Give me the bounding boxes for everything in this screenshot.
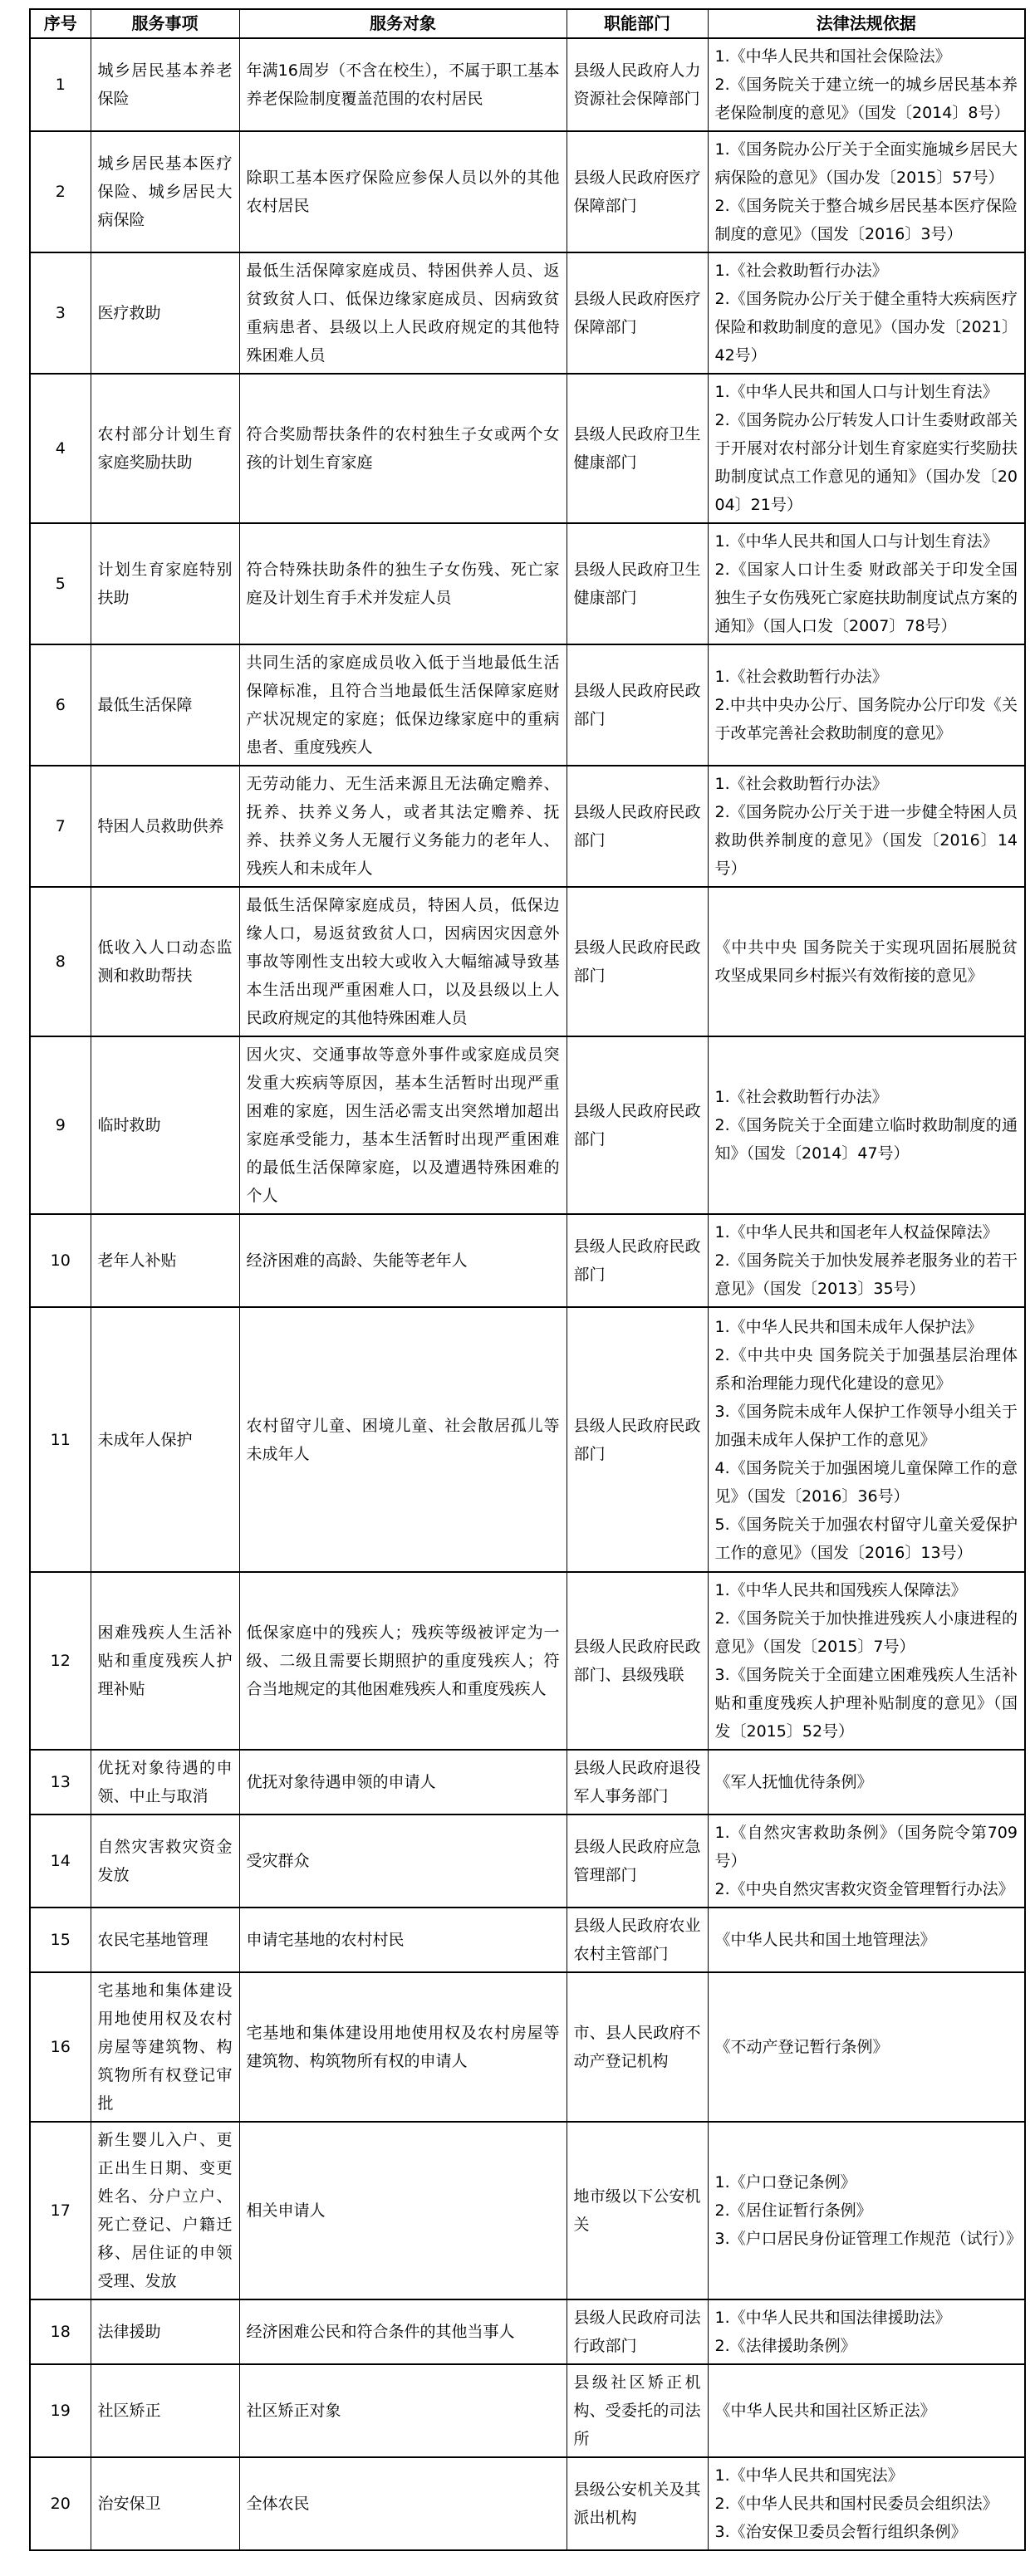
legal-entry: 《中华人民共和国社区矫正法》 (714, 2402, 936, 2420)
legal-entry: 3.《治安保卫委员会暂行组织条例》 (714, 2523, 967, 2541)
legal-entry: 1.《中华人民共和国社会保险法》 (714, 47, 951, 66)
cell-no: 13 (30, 1750, 91, 1814)
table-row (30, 374, 1025, 523)
cell-service-item: 医疗救助 (91, 252, 239, 374)
cell-no: 20 (30, 2457, 91, 2550)
cell-department: 县级社区矫正机构、受委托的司法所 (567, 2364, 708, 2457)
table-row (30, 1972, 1025, 2122)
legal-entry: 《中共中央 国务院关于实现巩固拓展脱贫攻坚成果同乡村振兴有效衔接的意见》 (714, 938, 1018, 985)
legal-entry: 1.《社会救助暂行办法》 (714, 775, 888, 793)
legal-entry: 1.《社会救助暂行办法》 (714, 1088, 888, 1106)
legal-entry: 2.《国务院关于建立统一的城乡居民基本养老保险制度的意见》（国发〔2014〕8号） (714, 76, 1018, 122)
cell-service-item: 城乡居民基本医疗保险、城乡居民大病保险 (91, 131, 239, 252)
cell-service-item: 法律援助 (91, 2299, 239, 2364)
legal-entry: 1.《自然灾害救助条例》（国务院令第709号） (714, 1824, 1018, 1870)
cell-department: 县级人民政府民政部门 (567, 766, 708, 887)
legal-entry: 1.《中华人民共和国法律援助法》 (714, 2309, 951, 2327)
cell-no: 17 (30, 2122, 91, 2299)
cell-department: 县级人民政府民政部门 (567, 1036, 708, 1214)
legal-entry: 1.《社会救助暂行办法》 (714, 668, 888, 686)
table-row (30, 1307, 1025, 1572)
cell-legal-basis (708, 887, 1025, 1036)
cell-service-target: 社区矫正对象 (239, 2364, 567, 2457)
cell-no: 14 (30, 1814, 91, 1908)
cell-service-item: 最低生活保障 (91, 644, 239, 766)
legal-entry: 1.《中华人民共和国残疾人保障法》 (714, 1581, 967, 1599)
legal-entry: 1.《中华人民共和国宪法》 (714, 2466, 904, 2485)
cell-no: 12 (30, 1572, 91, 1750)
legal-entry: 3.《国务院关于全面建立困难残疾人生活补贴和重度残疾人护理补贴制度的意见》（国发〔2015〕52号） (714, 1666, 1018, 1741)
cell-service-item: 计划生育家庭特别扶助 (91, 523, 239, 644)
table-row (30, 38, 1025, 131)
table-row (30, 1908, 1025, 1972)
table-row (30, 1750, 1025, 1814)
cell-no: 4 (30, 374, 91, 523)
cell-department: 县级人民政府民政部门 (567, 1214, 708, 1307)
table-row (30, 2122, 1025, 2299)
cell-no: 15 (30, 1908, 91, 1972)
cell-service-item: 临时救助 (91, 1036, 239, 1214)
cell-service-target: 共同生活的家庭成员收入低于当地最低生活保障标准，且符合当地最低生活保障家庭财产状况规定的家庭；低保边缘家庭中的重病患者、重度残疾人 (239, 644, 567, 766)
table-row (30, 131, 1025, 252)
cell-service-item: 社区矫正 (91, 2364, 239, 2457)
cell-legal-basis (708, 1214, 1025, 1307)
col-header-service-target: 服务对象 (239, 9, 567, 38)
legal-entry: 1.《户口登记条例》 (714, 2173, 856, 2192)
cell-department: 县级人民政府应急管理部门 (567, 1814, 708, 1908)
cell-legal-basis (708, 2457, 1025, 2550)
legal-entry: 2.《国务院关于加快推进残疾人小康进程的意见》（国发〔2015〕7号） (714, 1609, 1018, 1656)
legal-entry: 《军人抚恤优待条例》 (714, 1773, 873, 1791)
table-row (30, 1814, 1025, 1908)
legal-entry: 2.《国务院办公厅转发人口计生委财政部关于开展对农村部分计划生育家庭实行奖励扶助制度试点工作意见的通知》（国办发〔2004〕21号） (714, 411, 1018, 514)
cell-service-target: 受灾群众 (239, 1814, 567, 1908)
cell-legal-basis (708, 1307, 1025, 1572)
cell-legal-basis (708, 252, 1025, 374)
cell-department: 县级人民政府民政部门 (567, 644, 708, 766)
cell-department: 县级人民政府医疗保障部门 (567, 131, 708, 252)
legal-entry: 3.《户口居民身份证管理工作规范（试行）》 (714, 2230, 1023, 2248)
cell-department: 县级人民政府医疗保障部门 (567, 252, 708, 374)
cell-no: 9 (30, 1036, 91, 1214)
legal-entry: 2.《国务院办公厅关于进一步健全特困人员救助供养制度的意见》（国发〔2016〕14号） (714, 803, 1018, 878)
cell-service-item: 城乡居民基本养老保险 (91, 38, 239, 131)
cell-no: 11 (30, 1307, 91, 1572)
cell-service-item: 自然灾害救灾资金发放 (91, 1814, 239, 1908)
cell-service-item: 农民宅基地管理 (91, 1908, 239, 1972)
cell-service-target: 最低生活保障家庭成员，特困人员，低保边缘人口，易返贫致贫人口，因病因灾因意外事故等刚性支出较大或收入大幅缩减导致基本生活出现严重困难人口，以及县级以上人民政府规定的其他特殊困难人员 (239, 887, 567, 1036)
cell-service-target: 符合奖励帮扶条件的农村独生子女或两个女孩的计划生育家庭 (239, 374, 567, 523)
table-row (30, 523, 1025, 644)
legal-entry: 1.《中华人民共和国人口与计划生育法》 (714, 383, 998, 401)
cell-department: 市、县人民政府不动产登记机构 (567, 1972, 708, 2122)
table-row (30, 766, 1025, 887)
legal-entry: 2.《居住证暂行条例》 (714, 2201, 872, 2220)
header-row (30, 9, 1025, 38)
table-row (30, 252, 1025, 374)
cell-service-target: 申请宅基地的农村村民 (239, 1908, 567, 1972)
cell-department: 地市级以下公安机关 (567, 2122, 708, 2299)
cell-service-item: 低收入人口动态监测和救助帮扶 (91, 887, 239, 1036)
legal-entry: 1.《中华人民共和国人口与计划生育法》 (714, 532, 998, 551)
cell-department: 县级人民政府卫生健康部门 (567, 374, 708, 523)
cell-legal-basis (708, 766, 1025, 887)
col-header-department: 职能部门 (567, 9, 708, 38)
cell-service-target: 除职工基本医疗保险应参保人员以外的其他农村居民 (239, 131, 567, 252)
cell-service-target: 低保家庭中的残疾人；残疾等级被评定为一级、二级且需要长期照护的重度残疾人；符合当地规定的其他困难残疾人和重度残疾人 (239, 1572, 567, 1750)
cell-legal-basis (708, 1036, 1025, 1214)
legal-entry: 1.《社会救助暂行办法》 (714, 262, 888, 280)
cell-department: 县级人民政府司法行政部门 (567, 2299, 708, 2364)
cell-legal-basis (708, 1750, 1025, 1814)
cell-service-target: 无劳动能力、无生活来源且无法确定赡养、抚养、扶养义务人，或者其法定赡养、抚养、扶养义务人无履行义务能力的老年人、残疾人和未成年人 (239, 766, 567, 887)
table-row (30, 2364, 1025, 2457)
cell-service-target: 经济困难公民和符合条件的其他当事人 (239, 2299, 567, 2364)
table-row (30, 1214, 1025, 1307)
cell-no: 19 (30, 2364, 91, 2457)
table-row (30, 887, 1025, 1036)
cell-service-item: 特困人员救助供养 (91, 766, 239, 887)
cell-service-target: 全体农民 (239, 2457, 567, 2550)
cell-service-item: 优抚对象待遇的申领、中止与取消 (91, 1750, 239, 1814)
cell-department: 县级人民政府民政部门 (567, 887, 708, 1036)
cell-legal-basis (708, 131, 1025, 252)
legal-entry: 3.《国务院未成年人保护工作领导小组关于加强未成年人保护工作的意见》 (714, 1402, 1018, 1449)
legal-entry: 5.《国务院关于加强农村留守儿童关爱保护工作的意见》（国发〔2016〕13号） (714, 1515, 1018, 1562)
cell-no: 7 (30, 766, 91, 887)
cell-no: 16 (30, 1972, 91, 2122)
cell-service-target: 最低生活保障家庭成员、特困供养人员、返贫致贫人口、低保边缘家庭成员、因病致贫重病患者、县级以上人民政府规定的其他特殊困难人员 (239, 252, 567, 374)
cell-service-item: 未成年人保护 (91, 1307, 239, 1572)
cell-service-target: 宅基地和集体建设用地使用权及农村房屋等建筑物、构筑物所有权的申请人 (239, 1972, 567, 2122)
table-row (30, 1036, 1025, 1214)
legal-entry: 2.《中央自然灾害救灾资金管理暂行办法》 (714, 1880, 1014, 1898)
cell-service-item: 新生婴儿入户、更正出生日期、变更姓名、分户立户、死亡登记、户籍迁移、居住证的申领受理、发放 (91, 2122, 239, 2299)
cell-service-item: 治安保卫 (91, 2457, 239, 2550)
cell-service-target: 农村留守儿童、困境儿童、社会散居孤儿等未成年人 (239, 1307, 567, 1572)
legal-entry: 2.《国务院关于全面建立临时救助制度的通知》（国发〔2014〕47号） (714, 1116, 1018, 1163)
cell-no: 3 (30, 252, 91, 374)
cell-legal-basis (708, 38, 1025, 131)
cell-service-target: 年满16周岁（不含在校生），不属于职工基本养老保险制度覆盖范围的农村居民 (239, 38, 567, 131)
cell-legal-basis (708, 1572, 1025, 1750)
legal-entry: 1.《中华人民共和国老年人权益保障法》 (714, 1223, 998, 1241)
legal-entry: 1.《中华人民共和国未成年人保护法》 (714, 1317, 983, 1336)
table-row (30, 2457, 1025, 2550)
cell-legal-basis (708, 1908, 1025, 1972)
legal-entry: 2.中共中央办公厅、国务院办公厅印发《关于改革完善社会救助制度的意见》 (714, 696, 1018, 742)
legal-entry: 2.《中共中央 国务院关于加强基层治理体系和治理能力现代化建设的意见》 (714, 1345, 1018, 1393)
cell-service-item: 困难残疾人生活补贴和重度残疾人护理补贴 (91, 1572, 239, 1750)
cell-department: 县级人民政府卫生健康部门 (567, 523, 708, 644)
cell-legal-basis (708, 523, 1025, 644)
legal-entry: 2.《法律援助条例》 (714, 2337, 856, 2355)
cell-service-item: 老年人补贴 (91, 1214, 239, 1307)
cell-no: 18 (30, 2299, 91, 2364)
cell-service-target: 相关申请人 (239, 2122, 567, 2299)
table-row (30, 2299, 1025, 2364)
cell-department: 县级人民政府民政部门、县级残联 (567, 1572, 708, 1750)
legal-entry: 2.《国家人口计生委 财政部关于印发全国独生子女伤残死亡家庭扶助制度试点方案的通知》（国人口发〔2007〕78号） (714, 561, 1018, 635)
legal-entry: 《不动产登记暂行条例》 (714, 2038, 889, 2056)
cell-legal-basis (708, 2122, 1025, 2299)
cell-no: 1 (30, 38, 91, 131)
cell-service-target: 因火灾、交通事故等意外事件或家庭成员突发重大疾病等原因，基本生活暂时出现严重困难的家庭，因生活必需支出突然增加超出家庭承受能力，基本生活暂时出现严重困难的最低生活保障家庭，以及遭遇特殊困难的个人 (239, 1036, 567, 1214)
cell-no: 6 (30, 644, 91, 766)
cell-no: 5 (30, 523, 91, 644)
col-header-no: 序号 (30, 9, 91, 38)
cell-department: 县级人民政府民政部门 (567, 1307, 708, 1572)
cell-no: 2 (30, 131, 91, 252)
cell-no: 8 (30, 887, 91, 1036)
cell-service-item: 农村部分计划生育家庭奖励扶助 (91, 374, 239, 523)
services-table (29, 8, 1026, 2551)
col-header-legal-basis: 法律法规依据 (708, 9, 1025, 38)
cell-service-target: 符合特殊扶助条件的独生子女伤残、死亡家庭及计划生育手术并发症人员 (239, 523, 567, 644)
cell-legal-basis (708, 2299, 1025, 2364)
legal-entry: 2.《国务院关于整合城乡居民基本医疗保险制度的意见》（国发〔2016〕3号） (714, 197, 1018, 243)
table-row (30, 1572, 1025, 1750)
cell-legal-basis (708, 644, 1025, 766)
table-body (30, 38, 1025, 2550)
cell-legal-basis (708, 2364, 1025, 2457)
cell-service-item: 宅基地和集体建设用地使用权及农村房屋等建筑物、构筑物所有权登记审批 (91, 1972, 239, 2122)
legal-entry: 《中华人民共和国土地管理法》 (714, 1931, 936, 1949)
legal-entry: 4.《国务院关于加强困境儿童保障工作的意见》（国发〔2016〕36号） (714, 1458, 1018, 1506)
cell-service-target: 优抚对象待遇申领的申请人 (239, 1750, 567, 1814)
cell-department: 县级人民政府人力资源社会保障部门 (567, 38, 708, 131)
col-header-service-item: 服务事项 (91, 9, 239, 38)
cell-service-target: 经济困难的高龄、失能等老年人 (239, 1214, 567, 1307)
legal-entry: 2.《国务院关于加快发展养老服务业的若干意见》（国发〔2013〕35号） (714, 1251, 1018, 1298)
cell-department: 县级人民政府退役军人事务部门 (567, 1750, 708, 1814)
cell-legal-basis (708, 1814, 1025, 1908)
legal-entry: 2.《中华人民共和国村民委员会组织法》 (714, 2495, 998, 2513)
cell-department: 县级人民政府农业农村主管部门 (567, 1908, 708, 1972)
table-row (30, 644, 1025, 766)
cell-legal-basis (708, 1972, 1025, 2122)
cell-legal-basis (708, 374, 1025, 523)
legal-entry: 1.《国务院办公厅关于全面实施城乡居民大病保险的意见》（国办发〔2015〕57号） (714, 140, 1018, 187)
cell-department: 县级公安机关及其派出机构 (567, 2457, 708, 2550)
legal-entry: 2.《国务院办公厅关于健全重特大疾病医疗保险和救助制度的意见》（国办发〔2021〕42号） (714, 290, 1018, 365)
cell-no: 10 (30, 1214, 91, 1307)
